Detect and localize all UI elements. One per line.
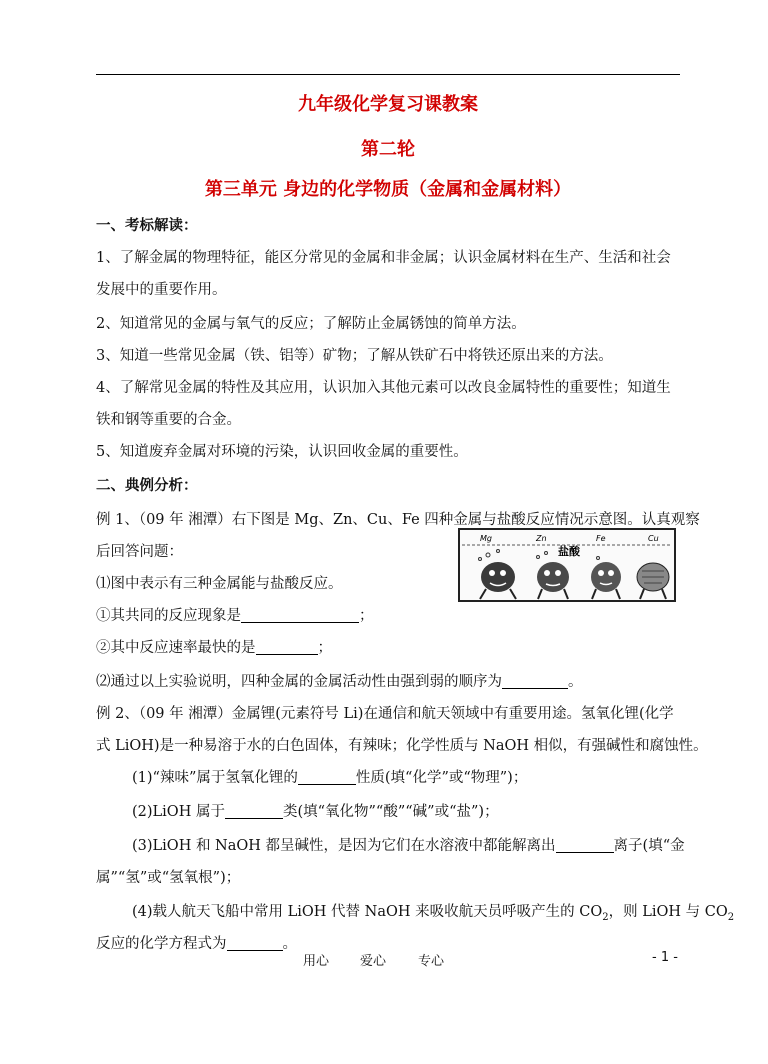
figure-acid-label: 盐酸	[558, 545, 580, 558]
figure-label: Fe	[596, 534, 606, 543]
example2-question: (4)载人航天飞船中常用 LiOH 代替 NaOH 来吸收航天员呼吸产生的 $CO_2$，则 LiOH 与 $CO_2$	[132, 904, 735, 923]
main-title: 九年级化学复习课教案	[298, 94, 478, 115]
objective-line: 5、知道废弃金属对环境的污染，认识回收金属的重要性。	[96, 444, 468, 460]
example2-line: 式 LiOH)是一种易溶于水的白色固体，有辣味；化学性质与 NaOH 相似，有强碱性和腐蚀性。	[96, 738, 708, 754]
objective-line: 4、了解常见金属的特性及其应用，认识加入其他元素可以改良金属特性的重要性；知道生	[96, 380, 671, 396]
objective-line: 1、了解金属的物理特征，能区分常见的金属和非金属；认识金属材料在生产、生活和社会	[96, 250, 671, 266]
example1-question: ②其中反应速率最快的是 ；	[96, 640, 332, 656]
objective-line: 3、知道一些常见金属（铁、铝等）矿物；了解从铁矿石中将铁还原出来的方法。	[96, 348, 613, 364]
example1-line: 后回答问题：	[96, 544, 183, 560]
answer-blank[interactable]	[298, 768, 356, 785]
footer-word: 用心	[303, 954, 330, 969]
example2-question: (1)“辣味”属于氢氧化锂的 性质(填“化学”或“物理”)；	[132, 770, 528, 786]
figure-label: Cu	[648, 534, 659, 543]
answer-blank[interactable]	[225, 802, 283, 819]
footer-word: 爱心	[360, 954, 387, 969]
figure-label: Zn	[536, 534, 547, 543]
example2-line: 例 2、（09 年 湘潭）金属锂(元素符号 Li)在通信和航天领域中有重要用途。氢氧化锂(化学	[96, 706, 674, 722]
answer-blank[interactable]	[256, 638, 318, 655]
example2-question: (3)LiOH 和 NaOH 都呈碱性，是因为它们在水溶液中都能解离出 离子(填“金	[132, 838, 685, 854]
answer-blank[interactable]	[241, 606, 359, 623]
answer-blank[interactable]	[556, 836, 614, 853]
objective-line: 铁和钢等重要的合金。	[96, 412, 241, 428]
example2-question: 反应的化学方程式为 。	[96, 936, 297, 952]
footer-word: 专心	[418, 954, 445, 969]
unit-title: 第三单元 身边的化学物质（金属和金属材料）	[204, 179, 572, 200]
metal-acid-reaction-figure	[458, 525, 678, 605]
example1-line: 例 1、（09 年 湘潭）右下图是 Mg、Zn、Cu、Fe 四种金属与盐酸反应情况示意图。认真观察	[96, 512, 700, 528]
example2-question: 属”“氢”或“氢氧根”)；	[96, 870, 241, 886]
section1-heading: 一、考标解读：	[96, 218, 198, 234]
objective-line: 发展中的重要作用。	[96, 282, 227, 298]
round-title: 第二轮	[361, 139, 415, 160]
example1-question: ①其共同的反应现象是 ；	[96, 608, 374, 624]
figure-label: Mg	[480, 534, 492, 543]
answer-blank[interactable]	[227, 934, 283, 951]
header-rule	[96, 74, 680, 75]
example1-question: ⑴图中表示有三种金属能与盐酸反应。	[96, 576, 343, 592]
objective-line: 2、知道常见的金属与氧气的反应；了解防止金属锈蚀的简单方法。	[96, 316, 526, 332]
example2-question: (2)LiOH 属于 类(填“氧化物”“酸”“碱”或“盐”)；	[132, 804, 499, 820]
page-number: - 1 -	[652, 950, 678, 965]
section2-heading: 二、典例分析：	[96, 478, 198, 494]
answer-blank[interactable]	[502, 672, 568, 689]
example1-question: ⑵通过以上实验说明，四种金属的金属活动性由强到弱的顺序为 。	[96, 674, 583, 690]
